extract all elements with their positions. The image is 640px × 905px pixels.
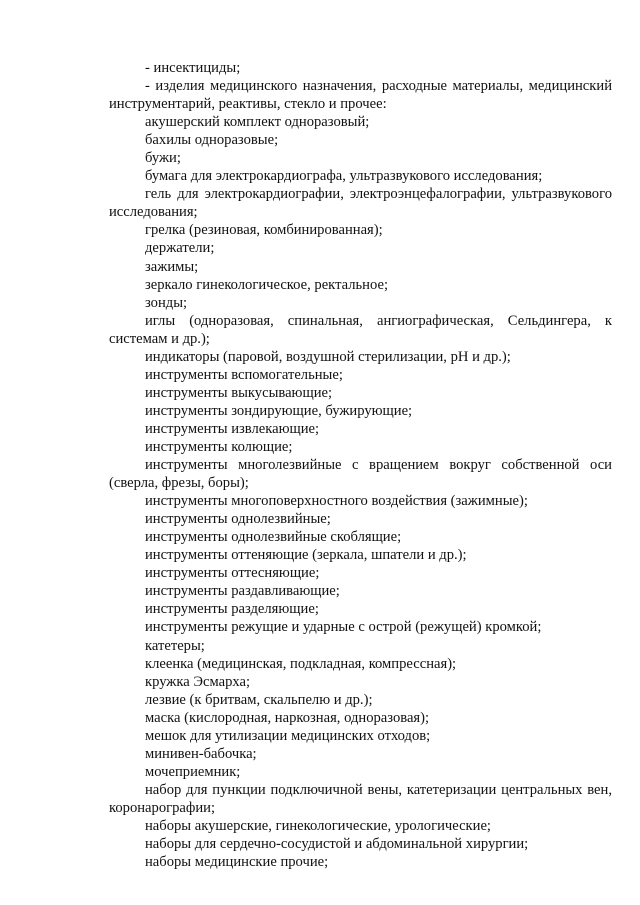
list-item: инструменты однолезвийные;: [145, 511, 331, 528]
list-item: держатели;: [145, 240, 215, 257]
list-item: инструменты извлекающие;: [145, 420, 320, 437]
list-item: наборы медицинские прочие;: [145, 854, 329, 871]
list-item: инструменты раздавливающие;: [145, 583, 340, 600]
list-item: инструменты разделяющие;: [145, 601, 319, 618]
list-item: иглы (одноразовая, спинальная, ангиографическая, Сельдингера, к системам и др.);: [109, 312, 612, 347]
list-item: наборы для сердечно-сосудистой и абдоминальной хирургии;: [145, 836, 529, 853]
list-item: грелка (резиновая, комбинированная);: [145, 222, 383, 239]
list-item: инструменты однолезвийные скоблящие;: [145, 529, 402, 546]
list-item: индикаторы (паровой, воздушной стерилизации, pH и др.);: [145, 348, 511, 365]
list-item: инструменты выкусывающие;: [145, 384, 333, 401]
list-item: акушерский комплект одноразовый;: [145, 114, 370, 131]
list-item: кружка Эсмарха;: [145, 673, 251, 690]
list-item: лезвие (к бритвам, скальпелю и др.);: [145, 691, 373, 708]
list-item: инструменты оттесняющие;: [145, 565, 320, 582]
list-item: инструменты многолезвийные с вращением вокруг собственной оси (сверла, фрезы, боры);: [109, 457, 612, 492]
document-text: [109, 59, 612, 871]
list-item: - инсектициды;: [145, 60, 241, 76]
list-item: - изделия медицинского назначения, расходные материалы, медицинский инструментарий, реактивы, стекло и прочее:: [109, 78, 612, 113]
list-item: инструменты многоповерхностного воздействия (зажимные);: [145, 493, 528, 510]
list-item: наборы акушерские, гинекологические, урологические;: [145, 817, 491, 834]
list-item: минивен-бабочка;: [145, 745, 257, 762]
list-item: инструменты оттеняющие (зеркала, шпатели и др.);: [145, 547, 467, 564]
list-item: катетеры;: [145, 637, 205, 654]
list-item: бумага для электрокардиографа, ультразвукового исследования;: [145, 168, 543, 185]
list-item: бахилы одноразовые;: [145, 132, 279, 149]
list-item: зеркало гинекологическое, ректальное;: [145, 276, 388, 293]
list-item: мешок для утилизации медицинских отходов;: [145, 727, 431, 744]
list-item: мочеприемник;: [145, 763, 241, 780]
list-item: инструменты зондирующие, бужирующие;: [145, 402, 413, 419]
list-item: маска (кислородная, наркозная, одноразовая);: [145, 709, 430, 726]
list-item: инструменты колющие;: [145, 438, 293, 455]
list-item: инструменты режущие и ударные с острой (режущей) кромкой;: [145, 619, 542, 636]
list-item: набор для пункции подключичной вены, катетеризации центральных вен, коронарографии;: [109, 781, 612, 816]
list-item: зонды;: [145, 294, 188, 311]
list-item: зажимы;: [145, 258, 199, 275]
list-item: гель для электрокардиографии, электроэнцефалографии, ультразвукового исследования;: [109, 186, 612, 221]
list-item: инструменты вспомогательные;: [145, 366, 343, 383]
list-item: клеенка (медицинская, подкладная, компрессная);: [145, 655, 457, 672]
list-item: бужи;: [145, 150, 181, 167]
